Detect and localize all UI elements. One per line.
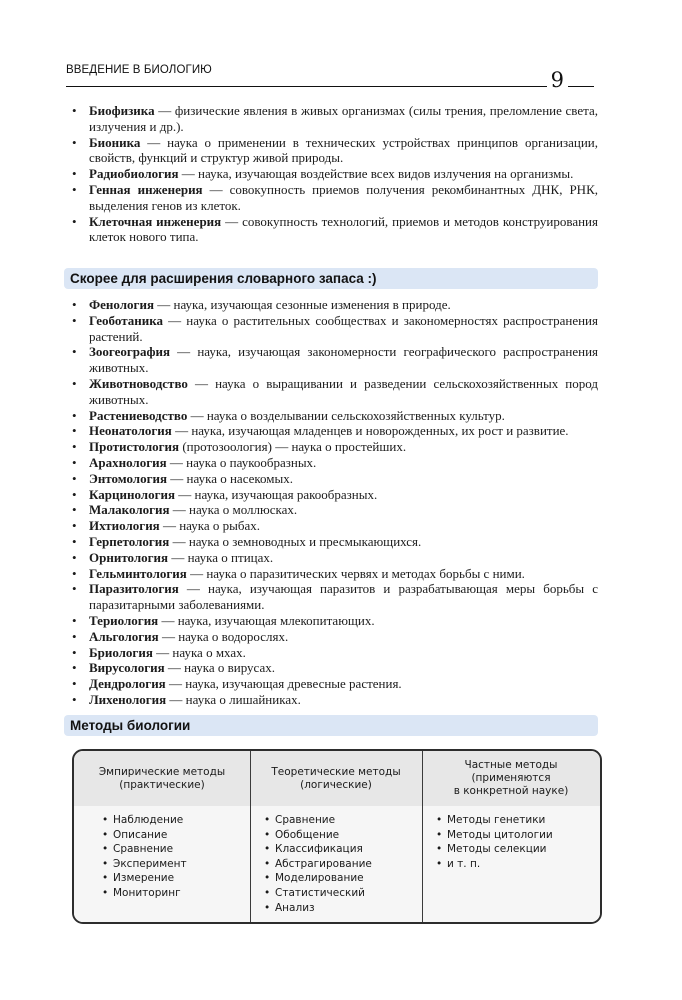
term-item — [72, 550, 598, 566]
term-name: Арахнология — [89, 454, 167, 470]
bullet-icon: • — [72, 297, 77, 312]
bullet-icon: • — [102, 828, 109, 841]
term-name: Бионика — [89, 134, 141, 150]
methods-item-label: Методы цитологии — [447, 828, 553, 841]
methods-item — [264, 871, 372, 886]
term-definition: — наука о возделывании сельскохозяйственных культур. — [187, 407, 505, 423]
header-rule — [66, 86, 572, 87]
bullet-icon: • — [72, 134, 77, 150]
methods-column — [422, 751, 600, 922]
term-name: Радиобиология — [89, 166, 179, 182]
bullet-icon: • — [264, 857, 271, 870]
term-definition: — наука о мхах. — [152, 644, 246, 660]
term-item — [72, 487, 598, 503]
methods-item-label: Абстрагирование — [275, 857, 372, 870]
term-name: Лихенология — [89, 691, 167, 707]
term-name: Малакология — [89, 502, 170, 518]
term-item — [72, 166, 598, 182]
term-definition: — наука о паукообразных. — [166, 454, 317, 470]
term-definition: — наука, изучающая закономерности географического распространения животных. — [89, 344, 598, 376]
term-name: Бриология — [89, 644, 153, 660]
term-definition: — физические явления в живых организмах (силы трения, преломление света, излучения и др.). — [89, 103, 598, 134]
bullet-icon: • — [102, 857, 109, 870]
bullet-icon: • — [72, 565, 77, 581]
methods-items-list — [436, 813, 553, 871]
page-number: 9 — [547, 68, 568, 92]
term-name: Биофизика — [89, 103, 155, 118]
term-definition: — совокупность приемов получения рекомбинантных ДНК, РНК, выделения генов из клеток. — [89, 181, 598, 213]
term-name: Неонатология — [89, 423, 172, 439]
bullet-icon: • — [72, 213, 77, 229]
methods-item-label: Мониторинг — [113, 886, 181, 899]
bullet-icon: • — [72, 166, 77, 182]
bullet-icon: • — [72, 423, 77, 439]
methods-item-label: Наблюдение — [113, 814, 184, 826]
term-definition: — наука о лишайниках. — [166, 691, 301, 707]
methods-column-title: Теоретические методы (логические) — [271, 765, 401, 791]
bullet-icon: • — [102, 814, 109, 826]
bullet-icon: • — [264, 814, 271, 826]
bullet-icon: • — [264, 828, 271, 841]
vocab-terms-list — [72, 297, 598, 708]
terms-list-top — [72, 103, 598, 245]
term-name: Вирусология — [89, 660, 165, 676]
term-definition: — наука о водорослях. — [158, 628, 289, 644]
bullet-icon: • — [264, 901, 271, 914]
term-item — [72, 676, 598, 692]
vocab-heading: Скорее для расширения словарного запаса :) — [64, 268, 598, 289]
term-name: Ихтиология — [89, 518, 160, 534]
methods-item — [264, 857, 372, 872]
term-definition: — наука о рыбах. — [159, 518, 261, 534]
bullet-icon: • — [72, 312, 77, 328]
term-name: Зоогеография — [89, 344, 171, 360]
methods-item — [264, 886, 372, 901]
term-name: Герпетология — [89, 533, 170, 549]
bullet-icon: • — [72, 486, 77, 502]
methods-item — [102, 871, 187, 886]
methods-item-label: Классификация — [275, 843, 363, 856]
bullet-icon: • — [72, 344, 77, 360]
term-item — [72, 518, 598, 534]
methods-item — [264, 901, 372, 916]
bullet-icon: • — [72, 628, 77, 644]
methods-item — [102, 886, 187, 901]
running-header — [66, 64, 594, 92]
term-definition: — наука о применении в технических устройствах принципов организации, свойств, функций и структур живой природы. — [89, 134, 598, 166]
term-name: Паразитология — [89, 581, 179, 597]
bullet-icon: • — [102, 872, 109, 885]
methods-item — [102, 828, 187, 843]
bullet-icon: • — [72, 470, 77, 486]
methods-item — [436, 842, 553, 857]
term-definition: — наука, изучающая паразитов и разрабатывающая меры борьбы с паразитарными заболеваниями. — [89, 581, 598, 613]
term-name: Геоботаника — [89, 312, 164, 328]
header-rule-tail — [572, 86, 594, 87]
term-item — [72, 455, 598, 471]
term-item — [72, 692, 598, 708]
methods-item-label: Методы селекции — [447, 843, 547, 856]
term-definition: — наука о насекомых. — [167, 470, 294, 486]
term-item — [72, 313, 598, 345]
methods-item — [102, 842, 187, 857]
bullet-icon: • — [72, 407, 77, 423]
methods-item — [264, 842, 372, 857]
term-name: Клеточная инженерия — [89, 213, 222, 229]
term-definition: — наука, изучающая ракообразных. — [175, 486, 378, 502]
term-name: Протистология — [89, 439, 180, 455]
methods-item-label: и т. п. — [447, 857, 481, 870]
bullet-icon: • — [264, 872, 271, 885]
bullet-icon: • — [72, 581, 77, 597]
methods-item-label: Обобщение — [275, 828, 340, 841]
bullet-icon: • — [72, 518, 77, 534]
methods-table — [72, 749, 602, 924]
bullet-icon: • — [72, 691, 77, 707]
term-name: Фенология — [89, 297, 154, 312]
methods-item-label: Методы генетики — [447, 814, 546, 826]
term-item — [72, 376, 598, 408]
methods-items-list — [102, 813, 187, 901]
term-item — [72, 645, 598, 661]
term-item — [72, 471, 598, 487]
term-item — [72, 423, 598, 439]
methods-item-label: Анализ — [275, 901, 315, 914]
term-name: Животноводство — [89, 375, 188, 391]
methods-item-label: Моделирование — [275, 872, 364, 885]
term-definition: — наука о растительных сообществах и закономерностях распространения растений. — [89, 312, 598, 344]
term-item — [72, 344, 598, 376]
term-definition: — наука о выращивании и разведении сельскохозяйственных пород животных. — [89, 375, 598, 407]
section-title: ВВЕДЕНИЕ В БИОЛОГИЮ — [66, 64, 212, 76]
term-name: Энтомология — [89, 470, 168, 486]
term-definition: — наука, изучающая сезонные изменения в природе. — [153, 297, 451, 312]
term-item — [72, 534, 598, 550]
term-item — [72, 581, 598, 613]
term-definition: — наука о вирусах. — [164, 660, 275, 676]
methods-item-label: Измерение — [113, 872, 175, 885]
term-name: Дендрология — [89, 676, 166, 692]
term-item — [72, 408, 598, 424]
term-definition: — наука, изучающая млекопитающих. — [158, 612, 375, 628]
methods-item — [264, 828, 372, 843]
bullet-icon: • — [72, 454, 77, 470]
term-definition: — наука, изучающая младенцев и новорожденных, их рост и развитие. — [171, 423, 569, 439]
bullet-icon: • — [72, 181, 77, 197]
term-item — [72, 135, 598, 167]
term-definition: (протозоология) — наука о простейших. — [179, 439, 407, 455]
methods-column — [74, 751, 250, 922]
bullet-icon: • — [72, 549, 77, 565]
term-name: Гельминтология — [89, 565, 187, 581]
bullet-icon: • — [102, 886, 109, 899]
term-item — [72, 613, 598, 629]
bullet-icon: • — [264, 886, 271, 899]
term-definition: — наука о птицах. — [168, 549, 274, 565]
methods-item — [436, 857, 553, 872]
bullet-icon: • — [102, 843, 109, 856]
bullet-icon: • — [72, 676, 77, 692]
methods-item — [102, 813, 187, 828]
methods-item-label: Сравнение — [275, 814, 336, 826]
bullet-icon: • — [72, 375, 77, 391]
methods-item-label: Статистический — [275, 886, 365, 899]
bullet-icon: • — [72, 644, 77, 660]
methods-item-label: Эксперимент — [113, 857, 187, 870]
term-definition: — наука о паразитических червях и методах борьбы с ними. — [186, 565, 525, 581]
term-definition: — наука, изучающая воздействие всех видов излучения на организмы. — [178, 166, 574, 182]
bullet-icon: • — [436, 814, 443, 826]
bullet-icon: • — [72, 660, 77, 676]
methods-heading: Методы биологии — [64, 715, 598, 736]
bullet-icon: • — [436, 828, 443, 841]
bullet-icon: • — [72, 533, 77, 549]
term-definition: — наука о моллюсках. — [169, 502, 298, 518]
term-item — [72, 214, 598, 246]
methods-column-title: Эмпирические методы (практические) — [98, 765, 226, 791]
term-name: Орнитология — [89, 549, 169, 565]
methods-items-list — [264, 813, 372, 915]
methods-item-label: Описание — [113, 828, 168, 841]
methods-column-title: Частные методы (применяются в конкретной науке) — [453, 759, 569, 797]
bullet-icon: • — [72, 103, 77, 118]
methods-item — [436, 828, 553, 843]
term-item — [72, 103, 598, 135]
methods-column — [250, 751, 422, 922]
term-name: Растениеводство — [89, 407, 188, 423]
term-name: Генная инженерия — [89, 181, 203, 197]
bullet-icon: • — [436, 843, 443, 856]
bullet-icon: • — [72, 502, 77, 518]
term-item — [72, 566, 598, 582]
term-definition: — совокупность технологий, приемов и методов конструирования клеток нового типа. — [89, 213, 598, 245]
bullet-icon: • — [436, 857, 443, 870]
term-name: Териология — [89, 612, 159, 628]
term-item — [72, 660, 598, 676]
term-definition: — наука, изучающая древесные растения. — [165, 676, 402, 692]
bullet-icon: • — [264, 843, 271, 856]
term-name: Альгология — [89, 628, 159, 644]
bullet-icon: • — [72, 439, 77, 455]
term-item — [72, 297, 598, 313]
methods-item — [264, 813, 372, 828]
term-item — [72, 502, 598, 518]
methods-item-label: Сравнение — [113, 843, 174, 856]
term-name: Карцинология — [89, 486, 176, 502]
term-item — [72, 629, 598, 645]
methods-item — [436, 813, 553, 828]
term-item — [72, 439, 598, 455]
methods-item — [102, 857, 187, 872]
bullet-icon: • — [72, 612, 77, 628]
term-item — [72, 182, 598, 214]
term-definition: — наука о земноводных и пресмыкающихся. — [169, 533, 422, 549]
